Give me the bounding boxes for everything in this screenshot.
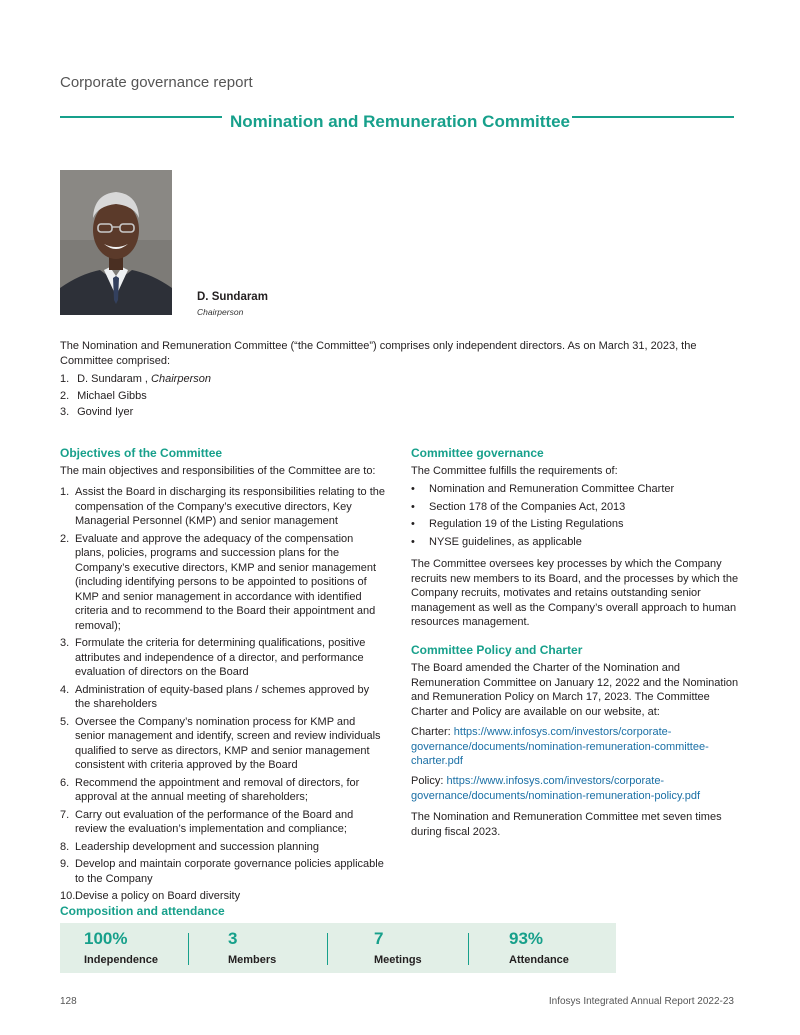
composition-stats-panel xyxy=(60,923,616,973)
stat-divider xyxy=(188,933,189,965)
item-number: 6. xyxy=(60,776,70,789)
item-number: 8. xyxy=(60,840,70,853)
list-item xyxy=(411,517,674,535)
chairperson-role: Chairperson xyxy=(197,307,244,317)
bullet-icon: • xyxy=(411,536,415,549)
item-text: Administration of equity-based plans / schemes approved by the shareholders xyxy=(75,683,370,710)
objectives-heading: Objectives of the Committee xyxy=(60,446,223,460)
item-number: 1. xyxy=(60,373,70,385)
list-item xyxy=(60,532,385,634)
item-text: NYSE guidelines, as applicable xyxy=(429,536,582,549)
list-item xyxy=(60,683,385,712)
stat-value-members: 3 xyxy=(228,929,238,948)
item-number: 9. xyxy=(60,858,70,870)
item-number: 7. xyxy=(60,808,70,821)
item-text: Nomination and Remuneration Committee Charter xyxy=(429,483,675,495)
list-item xyxy=(60,776,385,805)
list-item xyxy=(60,857,385,886)
member-name: D. Sundaram , xyxy=(77,373,152,385)
item-number: 3. xyxy=(60,406,70,418)
governance-lead: The Committee fulfills the requirements of: xyxy=(411,465,618,477)
title-rule-right xyxy=(572,116,734,118)
charter-link[interactable]: https://www.infosys.com/investors/corporate-governance/documents/nomination-remuneration-committee-charter.pdf xyxy=(411,726,709,767)
bullet-icon: • xyxy=(411,483,415,495)
list-item xyxy=(60,371,211,388)
list-item xyxy=(60,808,385,837)
item-number: 5. xyxy=(60,715,70,728)
policy-link-line xyxy=(411,774,741,803)
page-title: Nomination and Remuneration Committee xyxy=(229,112,571,131)
governance-heading: Committee governance xyxy=(411,446,544,460)
chairperson-photo xyxy=(60,170,172,315)
stat-divider xyxy=(327,933,328,965)
item-text: Leadership development and succession planning xyxy=(75,840,320,853)
members-list xyxy=(60,371,211,421)
report-title: Infosys Integrated Annual Report 2022-23 xyxy=(548,996,734,1007)
stat-label-independence: Independence xyxy=(84,954,158,966)
intro-paragraph: The Nomination and Remuneration Committee (“the Committee”) comprises only independent directors. As on March 31, 2023, the Committee comprised: xyxy=(60,340,697,367)
objectives-lead: The main objectives and responsibilities of the Committee are to: xyxy=(60,465,376,477)
title-rule-left xyxy=(60,116,222,118)
bullet-icon: • xyxy=(411,518,415,531)
page-number: 128 xyxy=(60,996,77,1007)
list-item xyxy=(60,404,211,421)
item-text: Carry out evaluation of the performance of the Board and review the evaluation’s implementation and compliance; xyxy=(75,808,354,835)
policy-label: Policy: xyxy=(411,775,447,787)
list-item xyxy=(60,840,385,855)
item-text: Assist the Board in discharging its responsibilities relating to the compensation of the Company’s executive directors, Key Managerial Personnel (KMP) and senior management xyxy=(75,486,385,527)
list-item xyxy=(411,500,674,518)
item-number: 3. xyxy=(60,637,70,649)
charter-label: Charter: xyxy=(411,726,454,738)
item-text: Recommend the appointment and removal of directors, for approval at the annual meeting of shareholders; xyxy=(75,776,360,803)
stat-label-meetings: Meetings xyxy=(374,954,422,966)
item-number: 10. xyxy=(60,890,76,902)
member-name: Govind Iyer xyxy=(77,406,134,418)
member-name: Michael Gibbs xyxy=(77,389,147,402)
item-text: Devise a policy on Board diversity xyxy=(75,890,241,902)
item-text: Section 178 of the Companies Act, 2013 xyxy=(429,500,626,513)
list-item xyxy=(60,388,211,405)
list-item xyxy=(60,636,385,680)
section-label: Corporate governance report xyxy=(60,74,253,91)
member-role: Chairperson xyxy=(151,373,211,385)
charter-link-line xyxy=(411,725,741,769)
governance-list xyxy=(411,482,674,553)
item-number: 4. xyxy=(60,683,70,696)
item-text: Oversee the Company’s nomination process for KMP and senior management and identify, screen and review individuals qualified to serve as directors, KMP and senior management consistent with criteria approved by the Board xyxy=(75,715,381,771)
portrait-illustration xyxy=(60,170,172,315)
meetings-note: The Nomination and Remuneration Committee met seven times during fiscal 2023. xyxy=(411,811,722,838)
governance-paragraph: The Committee oversees key processes by which the Company recruits new members to its Board, and the processes by which the Company recruits, motivates and retains outstanding senior management as well as the Company’s overall approach to human resources management. xyxy=(411,558,739,628)
list-item xyxy=(60,715,385,773)
item-number: 2. xyxy=(60,532,70,545)
item-text: Formulate the criteria for determining qualifications, positive attributes and independence of a director, and performance evaluation of directors on the Board xyxy=(75,637,366,678)
list-item xyxy=(411,482,674,500)
item-text: Develop and maintain corporate governance policies applicable to the Company xyxy=(75,858,384,885)
list-item xyxy=(60,889,385,904)
chairperson-name: D. Sundaram xyxy=(197,291,268,303)
bullet-icon: • xyxy=(411,500,415,513)
objectives-list xyxy=(60,485,385,907)
stat-value-independence: 100% xyxy=(84,929,128,948)
stat-divider xyxy=(468,933,469,965)
policy-link[interactable]: https://www.infosys.com/investors/corporate-governance/documents/nomination-remuneration-policy.pdf xyxy=(411,775,701,802)
list-item xyxy=(60,485,385,529)
stat-label-attendance: Attendance xyxy=(509,954,569,966)
stat-value-meetings: 7 xyxy=(374,929,384,948)
item-text: Evaluate and approve the adequacy of the compensation plans, policies, programs and succession plans for the Company’s executive directors, KMP and senior management (including identifying persons to be appointed to positions of KMP and senior management in accordance with identified criteria and to recommend to the Board their appointment and removal); xyxy=(75,532,377,632)
composition-heading: Composition and attendance xyxy=(60,904,225,918)
stat-label-members: Members xyxy=(228,954,277,966)
stat-value-attendance: 93% xyxy=(509,929,544,948)
policy-paragraph: The Board amended the Charter of the Nomination and Remuneration Committee on January 12, 2022 and the Nomination and Remuneration Policy on March 17, 2023. The Committee Charter and Policy are available on our website, at: xyxy=(411,662,739,718)
item-text: Regulation 19 of the Listing Regulations xyxy=(429,518,624,531)
policy-heading: Committee Policy and Charter xyxy=(411,643,583,657)
item-number: 2. xyxy=(60,389,70,402)
list-item xyxy=(411,535,674,553)
item-number: 1. xyxy=(60,486,70,498)
